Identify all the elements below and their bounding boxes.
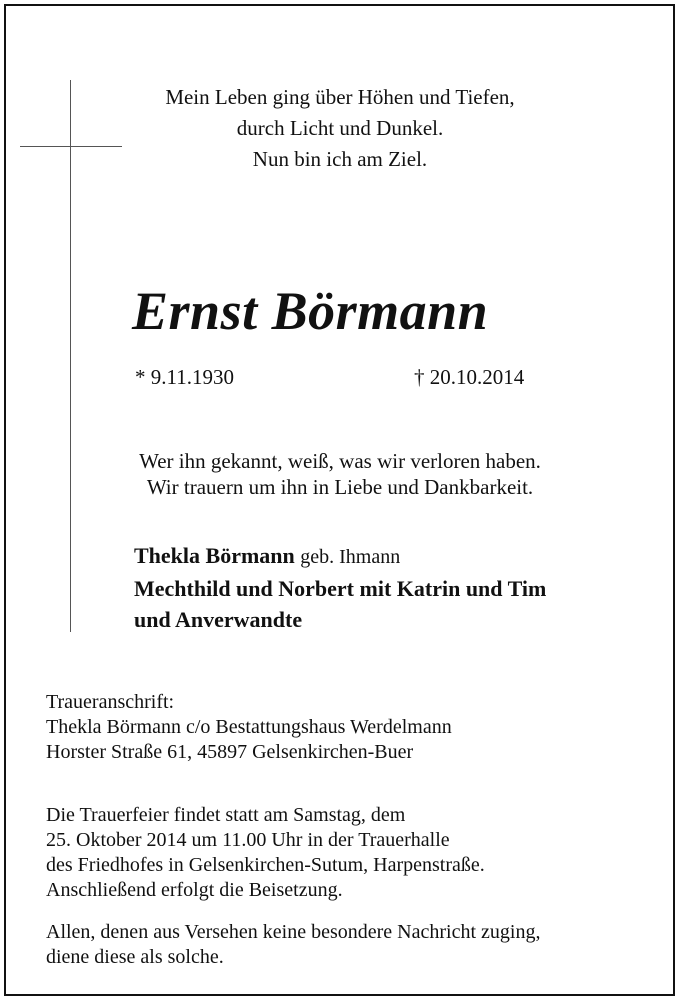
poem-line: durch Licht und Dunkel. <box>236 116 444 140</box>
quote-line: Wir trauern um ihn in Liebe und Dankbarkeit. <box>146 475 534 499</box>
service-line: Die Trauerfeier findet statt am Samstag, dem <box>46 804 406 826</box>
address-line: Horster Straße 61, 45897 Gelsenkirchen-Buer <box>46 741 414 763</box>
mourning-quote <box>90 448 590 500</box>
service-line: des Friedhofes in Gelsenkirchen-Sutum, Harpenstraße. <box>46 854 485 876</box>
closing-line: diene diese als solche. <box>46 946 224 968</box>
mourner-line: Mechthild und Norbert mit Katrin und Tim <box>134 576 547 601</box>
poem-verse <box>100 82 580 175</box>
mourning-address <box>46 690 452 765</box>
address-label: Traueranschrift: <box>46 691 175 713</box>
funeral-service-info <box>46 803 485 903</box>
service-line: Anschließend erfolgt die Beisetzung. <box>46 879 343 901</box>
mourner-name: Thekla Börmann <box>134 543 295 568</box>
maiden-name-note: geb. Ihmann <box>300 546 401 568</box>
birth-date: * 9.11.1930 <box>135 365 234 389</box>
deceased-name: Ernst Börmann <box>132 281 489 341</box>
cross-vertical-line <box>70 80 71 632</box>
death-date: † 20.10.2014 <box>414 365 525 389</box>
quote-line: Wer ihn gekannt, weiß, was wir verloren haben. <box>139 449 541 473</box>
poem-line: Nun bin ich am Ziel. <box>252 147 428 171</box>
address-line: Thekla Börmann c/o Bestattungshaus Werdelmann <box>46 716 452 738</box>
mourners-list <box>134 540 546 635</box>
mourner-line: und Anverwandte <box>134 607 303 632</box>
service-line: 25. Oktober 2014 um 11.00 Uhr in der Trauerhalle <box>46 829 450 851</box>
closing-note <box>46 920 540 970</box>
closing-line: Allen, denen aus Versehen keine besondere Nachricht zuging, <box>46 921 541 943</box>
mourner-line <box>134 540 546 573</box>
poem-line: Mein Leben ging über Höhen und Tiefen, <box>165 85 515 109</box>
